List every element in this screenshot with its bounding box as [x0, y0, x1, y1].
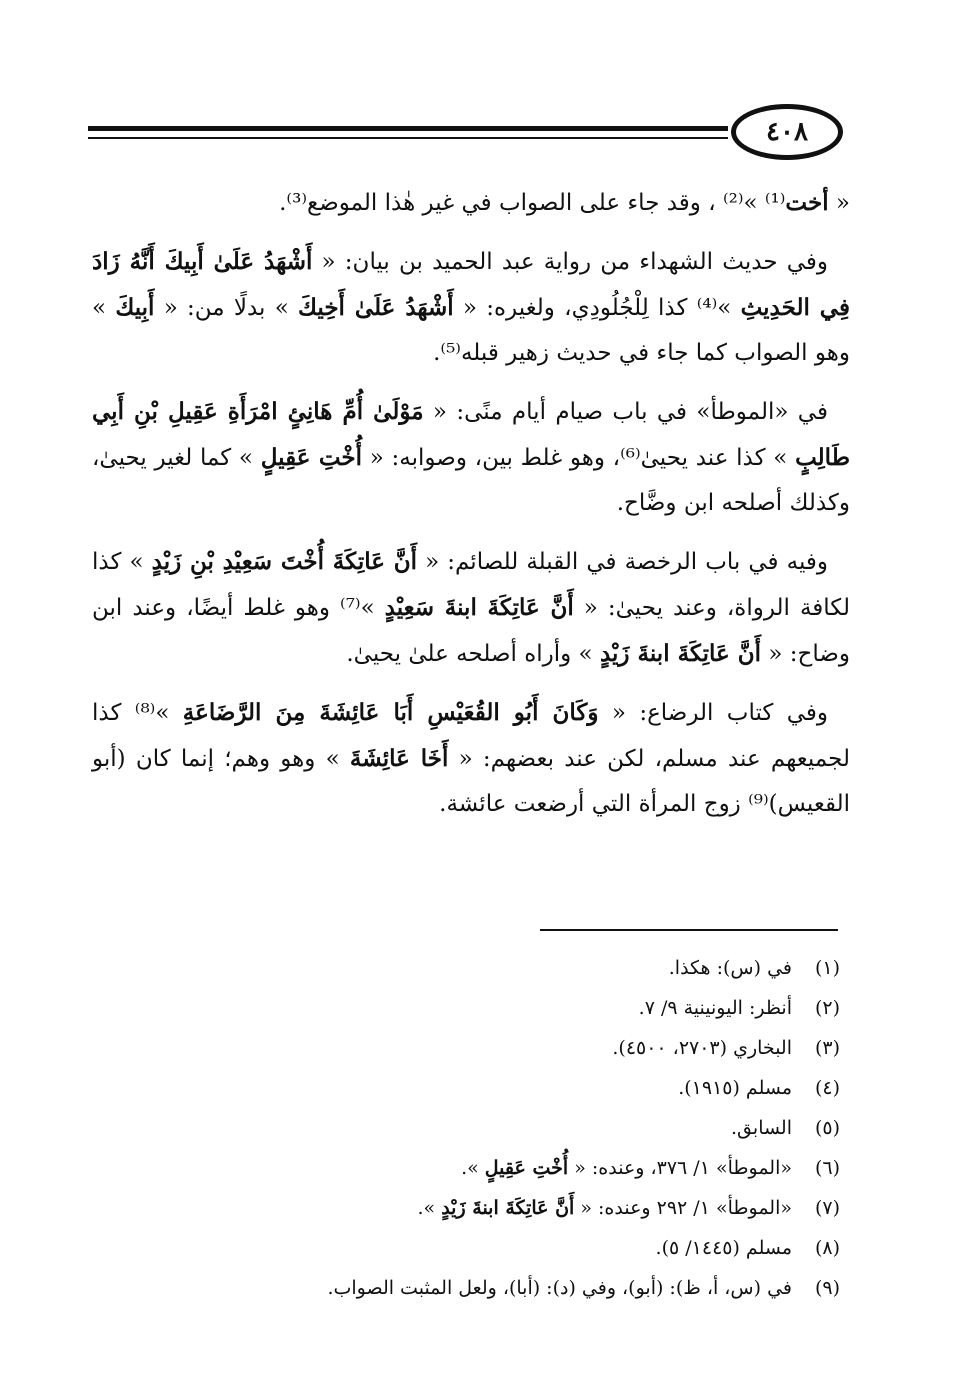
hadith-quote: أُخْتِ عَقِيلٍ	[260, 444, 363, 471]
hadith-quote: أَخَا عَائِشَةَ	[349, 745, 449, 772]
footnote	[200, 948, 840, 988]
footnote-number: (٨)	[814, 1237, 840, 1259]
hadith-quote: أَنَّ عَاتِكَةَ ابنةَ زَيْدٍ	[441, 1197, 575, 1219]
footnote-text	[200, 988, 792, 1028]
text-run: مسلم (١٩١٥).	[678, 1077, 792, 1099]
text-run: »⁽⁴⁾ كذا لِلْجُلُودِي، ولغيره: «	[453, 295, 741, 321]
text-run: «	[828, 190, 850, 216]
footnote-text	[200, 1068, 792, 1108]
hadith-quote: أَشْهَدُ عَلَىٰ أَخِيكَ	[298, 294, 454, 321]
footnote-number: (٧)	[814, 1197, 840, 1219]
text-run: » كذا عند يحيىٰ⁽⁶⁾، وهو غلط بين، وصوابه: «	[362, 445, 796, 471]
text-run: وفي حديث الشهداء من رواية عبد الحميد بن بيان: «	[312, 249, 828, 275]
footnote-divider	[540, 929, 838, 931]
paragraph	[92, 180, 850, 226]
text-run: » وأراه أصلحه علىٰ يحيىٰ.	[346, 641, 600, 667]
footnote-text	[200, 1188, 792, 1228]
footnote	[200, 988, 840, 1028]
hadith-quote: أُخْتِ عَقِيلٍ	[484, 1157, 569, 1179]
page-number: ٤٠٨	[766, 117, 808, 147]
text-run: »⁽⁷⁾ وهو غلط أيضًا، وعند ابن وضاح: «	[92, 595, 850, 667]
footnote-number: (٣)	[814, 1037, 840, 1059]
text-run: وفيه في باب الرخصة في القبلة للصائم: «	[417, 549, 828, 575]
footnote-text	[200, 1028, 792, 1068]
text-run: ».	[461, 1157, 485, 1179]
hadith-quote: أخت	[785, 189, 829, 216]
footnote-number: (١)	[814, 957, 840, 979]
hadith-quote: أَنَّ عَاتِكَةَ ابنةَ زَيْدٍ	[599, 640, 762, 667]
paragraph	[92, 690, 850, 827]
text-run: » بدلًا من: «	[154, 295, 299, 321]
hadith-quote: وَكَانَ أَبُو القُعَيْسِ أَبَا عَائِشَةَ مِنَ الرَّضَاعَةِ	[182, 699, 599, 726]
header-rule-thick	[88, 126, 728, 131]
paragraph	[92, 239, 850, 376]
text-run: «الموطأ» ١/ ٢٩٢ وعنده: «	[574, 1197, 792, 1219]
text-run: السابق.	[731, 1117, 792, 1139]
footnote	[200, 1228, 840, 1268]
text-run: » كذا لكافة الرواة، وعند يحيىٰ: «	[92, 549, 850, 621]
footnote	[200, 1068, 840, 1108]
main-text	[92, 180, 850, 840]
footnote-number: (٥)	[814, 1117, 840, 1139]
text-run: «الموطأ» ١/ ٣٧٦، وعنده: «	[568, 1157, 792, 1179]
paragraph	[92, 389, 850, 526]
footnote-number: (٤)	[814, 1077, 840, 1099]
footnote-text	[200, 1268, 792, 1308]
text-run: ».	[417, 1197, 442, 1219]
text-run: ⁽¹⁾ »⁽²⁾ ، وقد جاء على الصواب في غير هٰذا الموضع⁽³⁾.	[279, 190, 786, 216]
paragraph	[92, 539, 850, 677]
footnote-number: (٦)	[814, 1157, 840, 1179]
text-run: »⁽⁸⁾ كذا لجميعهم عند مسلم، لكن عند بعضهم: «	[92, 700, 850, 772]
hadith-quote: أَبِيكَ	[115, 294, 155, 321]
page-header	[88, 96, 843, 176]
page-number-badge	[731, 104, 843, 160]
hadith-quote: أَنَّ عَاتِكَةَ ابنةَ سَعِيْدٍ	[384, 594, 574, 621]
footnote-number: (٢)	[814, 997, 840, 1019]
hadith-quote: أَشْهَدُ عَلَىٰ أَبِيكَ أَنَّهُ زَادَ فِي الحَدِيثِ	[92, 248, 850, 321]
footnote	[200, 1108, 840, 1148]
text-run: في (س، أ، ظ): (أبو)، وفي (د): (أبا)، ولعل المثبت الصواب.	[327, 1277, 792, 1299]
header-rule-thin	[88, 137, 728, 139]
text-run: وفي كتاب الرضاع: «	[598, 700, 828, 726]
footnote	[200, 1188, 840, 1228]
hadith-quote: مَوْلَىٰ أُمِّ هَانِئٍ امْرَأَةِ عَقِيلِ بْنِ أَبِي طَالِبٍ	[92, 398, 850, 471]
text-run: مسلم (١٤٤٥/ ٥).	[655, 1237, 792, 1259]
text-run: البخاري (٢٧٠٣، ٤٥٠٠).	[612, 1037, 792, 1059]
hadith-quote: أَنَّ عَاتِكَةَ أُخْتَ سَعِيْدِ بْنِ زَيْدٍ	[151, 548, 418, 575]
footnote-text	[200, 948, 792, 988]
footnote-text	[200, 1108, 792, 1148]
footnote	[200, 1268, 840, 1308]
text-run: أنظر: اليونينية ٩/ ٧.	[638, 997, 792, 1019]
text-run: في (س): هكذا.	[668, 957, 792, 979]
footnote-number: (٩)	[814, 1277, 840, 1299]
text-run: في «الموطأ» في باب صيام أيام منًى: «	[423, 399, 828, 425]
footnote	[200, 1148, 840, 1188]
text-run: » وهو وهم؛ إنما كان (أبو القعيس)⁽⁹⁾ زوج المرأة التي أرضعت عائشة.	[92, 746, 850, 817]
footnote-text	[200, 1148, 792, 1188]
footnote	[200, 1028, 840, 1068]
footnote-text	[200, 1228, 792, 1268]
footnotes	[200, 948, 840, 1308]
text-run: » وهو الصواب كما جاء في حديث زهير قبله⁽⁵⁾.	[92, 295, 850, 366]
text-run: » كما لغير يحيىٰ، وكذلك أصلحه ابن وضَّاح.	[92, 445, 850, 516]
